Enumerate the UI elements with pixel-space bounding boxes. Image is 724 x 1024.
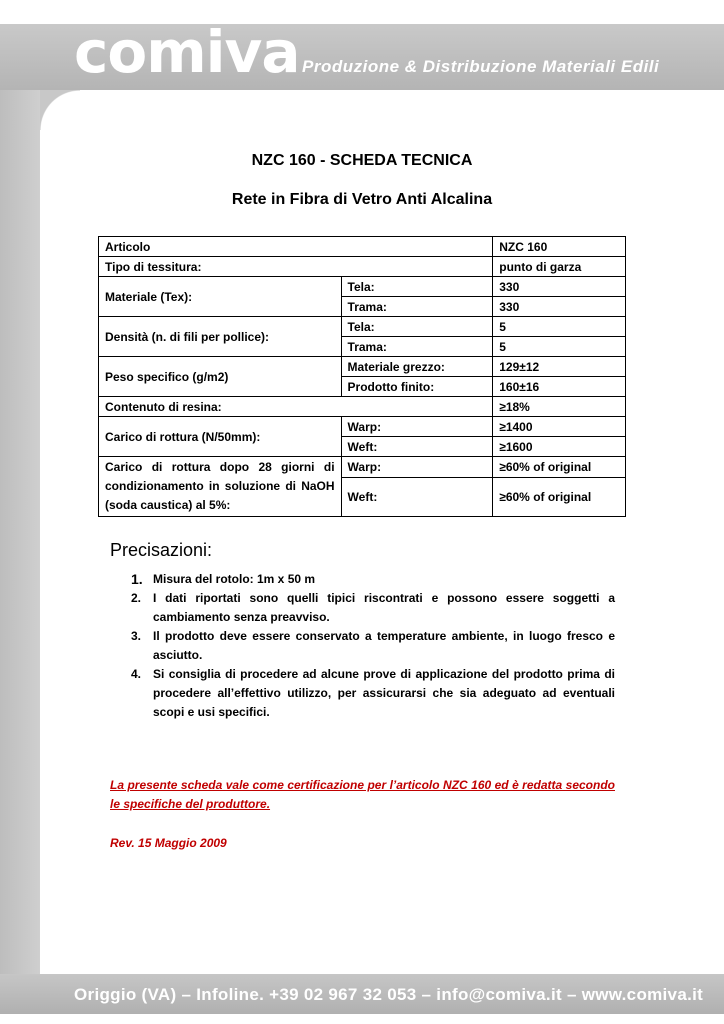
table-row (99, 457, 626, 478)
comiva-logo: comiva (74, 18, 300, 86)
table-row (99, 257, 626, 277)
table-row (99, 357, 626, 377)
table-row (99, 317, 626, 337)
list-item (110, 589, 615, 627)
certification-note: La presente scheda vale come certificazione per l’articolo NZC 160 ed è redatta secondo le specifiche del produttore. (110, 778, 615, 811)
cell-sublabel: Weft: (341, 478, 493, 517)
cell-value: ≥1400 (493, 417, 626, 437)
cell-value: ≥18% (493, 397, 626, 417)
cell-label: Contenuto di resina: (99, 397, 493, 417)
left-decorative-band (0, 90, 40, 974)
cell-sublabel: Warp: (341, 417, 493, 437)
list-text: Misura del rotolo: 1m x 50 m (153, 572, 316, 586)
precisazioni-title: Precisazioni: (110, 540, 213, 560)
cell-value: 160±16 (493, 377, 626, 397)
cell-sublabel: Warp: (341, 457, 493, 478)
cell-label: Peso specifico (g/m2) (99, 357, 342, 397)
table-row (99, 397, 626, 417)
cell-value: 129±12 (493, 357, 626, 377)
cell-value: punto di garza (493, 257, 626, 277)
cell-sublabel: Weft: (341, 437, 493, 457)
list-number: 1. (131, 571, 143, 587)
table-row (99, 417, 626, 437)
cell-sublabel: Prodotto finito: (341, 377, 493, 397)
cell-value: ≥60% of original (493, 457, 626, 478)
cell-value: ≥60% of original (493, 478, 626, 517)
list-item (110, 570, 615, 589)
cell-sublabel: Trama: (341, 297, 493, 317)
cell-value: 5 (493, 317, 626, 337)
cell-label: Carico di rottura dopo 28 giorni di condizionamento in soluzione di NaOH (soda caustica) al 5%: (99, 457, 342, 517)
list-number: 3. (131, 629, 142, 643)
precisazioni-list (110, 570, 615, 722)
band-corner (40, 90, 80, 130)
list-number: 4. (131, 667, 142, 681)
list-text: Il prodotto deve essere conservato a temperature ambiente, in luogo fresco e asciutto. (153, 629, 615, 662)
cell-value: 5 (493, 337, 626, 357)
cell-value: NZC 160 (493, 237, 626, 257)
cell-sublabel: Materiale grezzo: (341, 357, 493, 377)
cell-sublabel: Tela: (341, 317, 493, 337)
cell-label: Materiale (Tex): (99, 277, 342, 317)
cell-label: Densità (n. di fili per pollice): (99, 317, 342, 357)
table-row (99, 277, 626, 297)
cell-value: 330 (493, 297, 626, 317)
cell-value: ≥1600 (493, 437, 626, 457)
revision-date: Rev. 15 Maggio 2009 (110, 836, 227, 850)
list-text: I dati riportati sono quelli tipici riscontrati e possono essere soggetti a cambiamento senza preavviso. (153, 591, 615, 624)
list-item (110, 627, 615, 665)
document-subtitle: Rete in Fibra di Vetro Anti Alcalina (231, 191, 493, 208)
list-item (110, 665, 615, 722)
cell-sublabel: Tela: (341, 277, 493, 297)
table-row (99, 237, 626, 257)
header-tagline: Produzione & Distribuzione Materiali Edili (302, 57, 660, 76)
cell-sublabel: Trama: (341, 337, 493, 357)
list-text: Si consiglia di procedere ad alcune prove di applicazione del prodotto prima di procedere all’effettivo utilizzo, per assicurarsi che sia adeguato ad eventuali scopi e usi specifici. (153, 667, 615, 719)
cell-label: Carico di rottura (N/50mm): (99, 417, 342, 457)
cell-label: Tipo di tessitura: (99, 257, 493, 277)
cell-value: 330 (493, 277, 626, 297)
footer-contact: Origgio (VA) – Infoline. +39 02 967 32 053 – info@comiva.it – www.comiva.it (74, 985, 704, 1004)
spec-table (98, 236, 626, 517)
cell-label: Articolo (99, 237, 493, 257)
document-title: NZC 160 - SCHEDA TECNICA (251, 152, 473, 169)
list-number: 2. (131, 591, 142, 605)
